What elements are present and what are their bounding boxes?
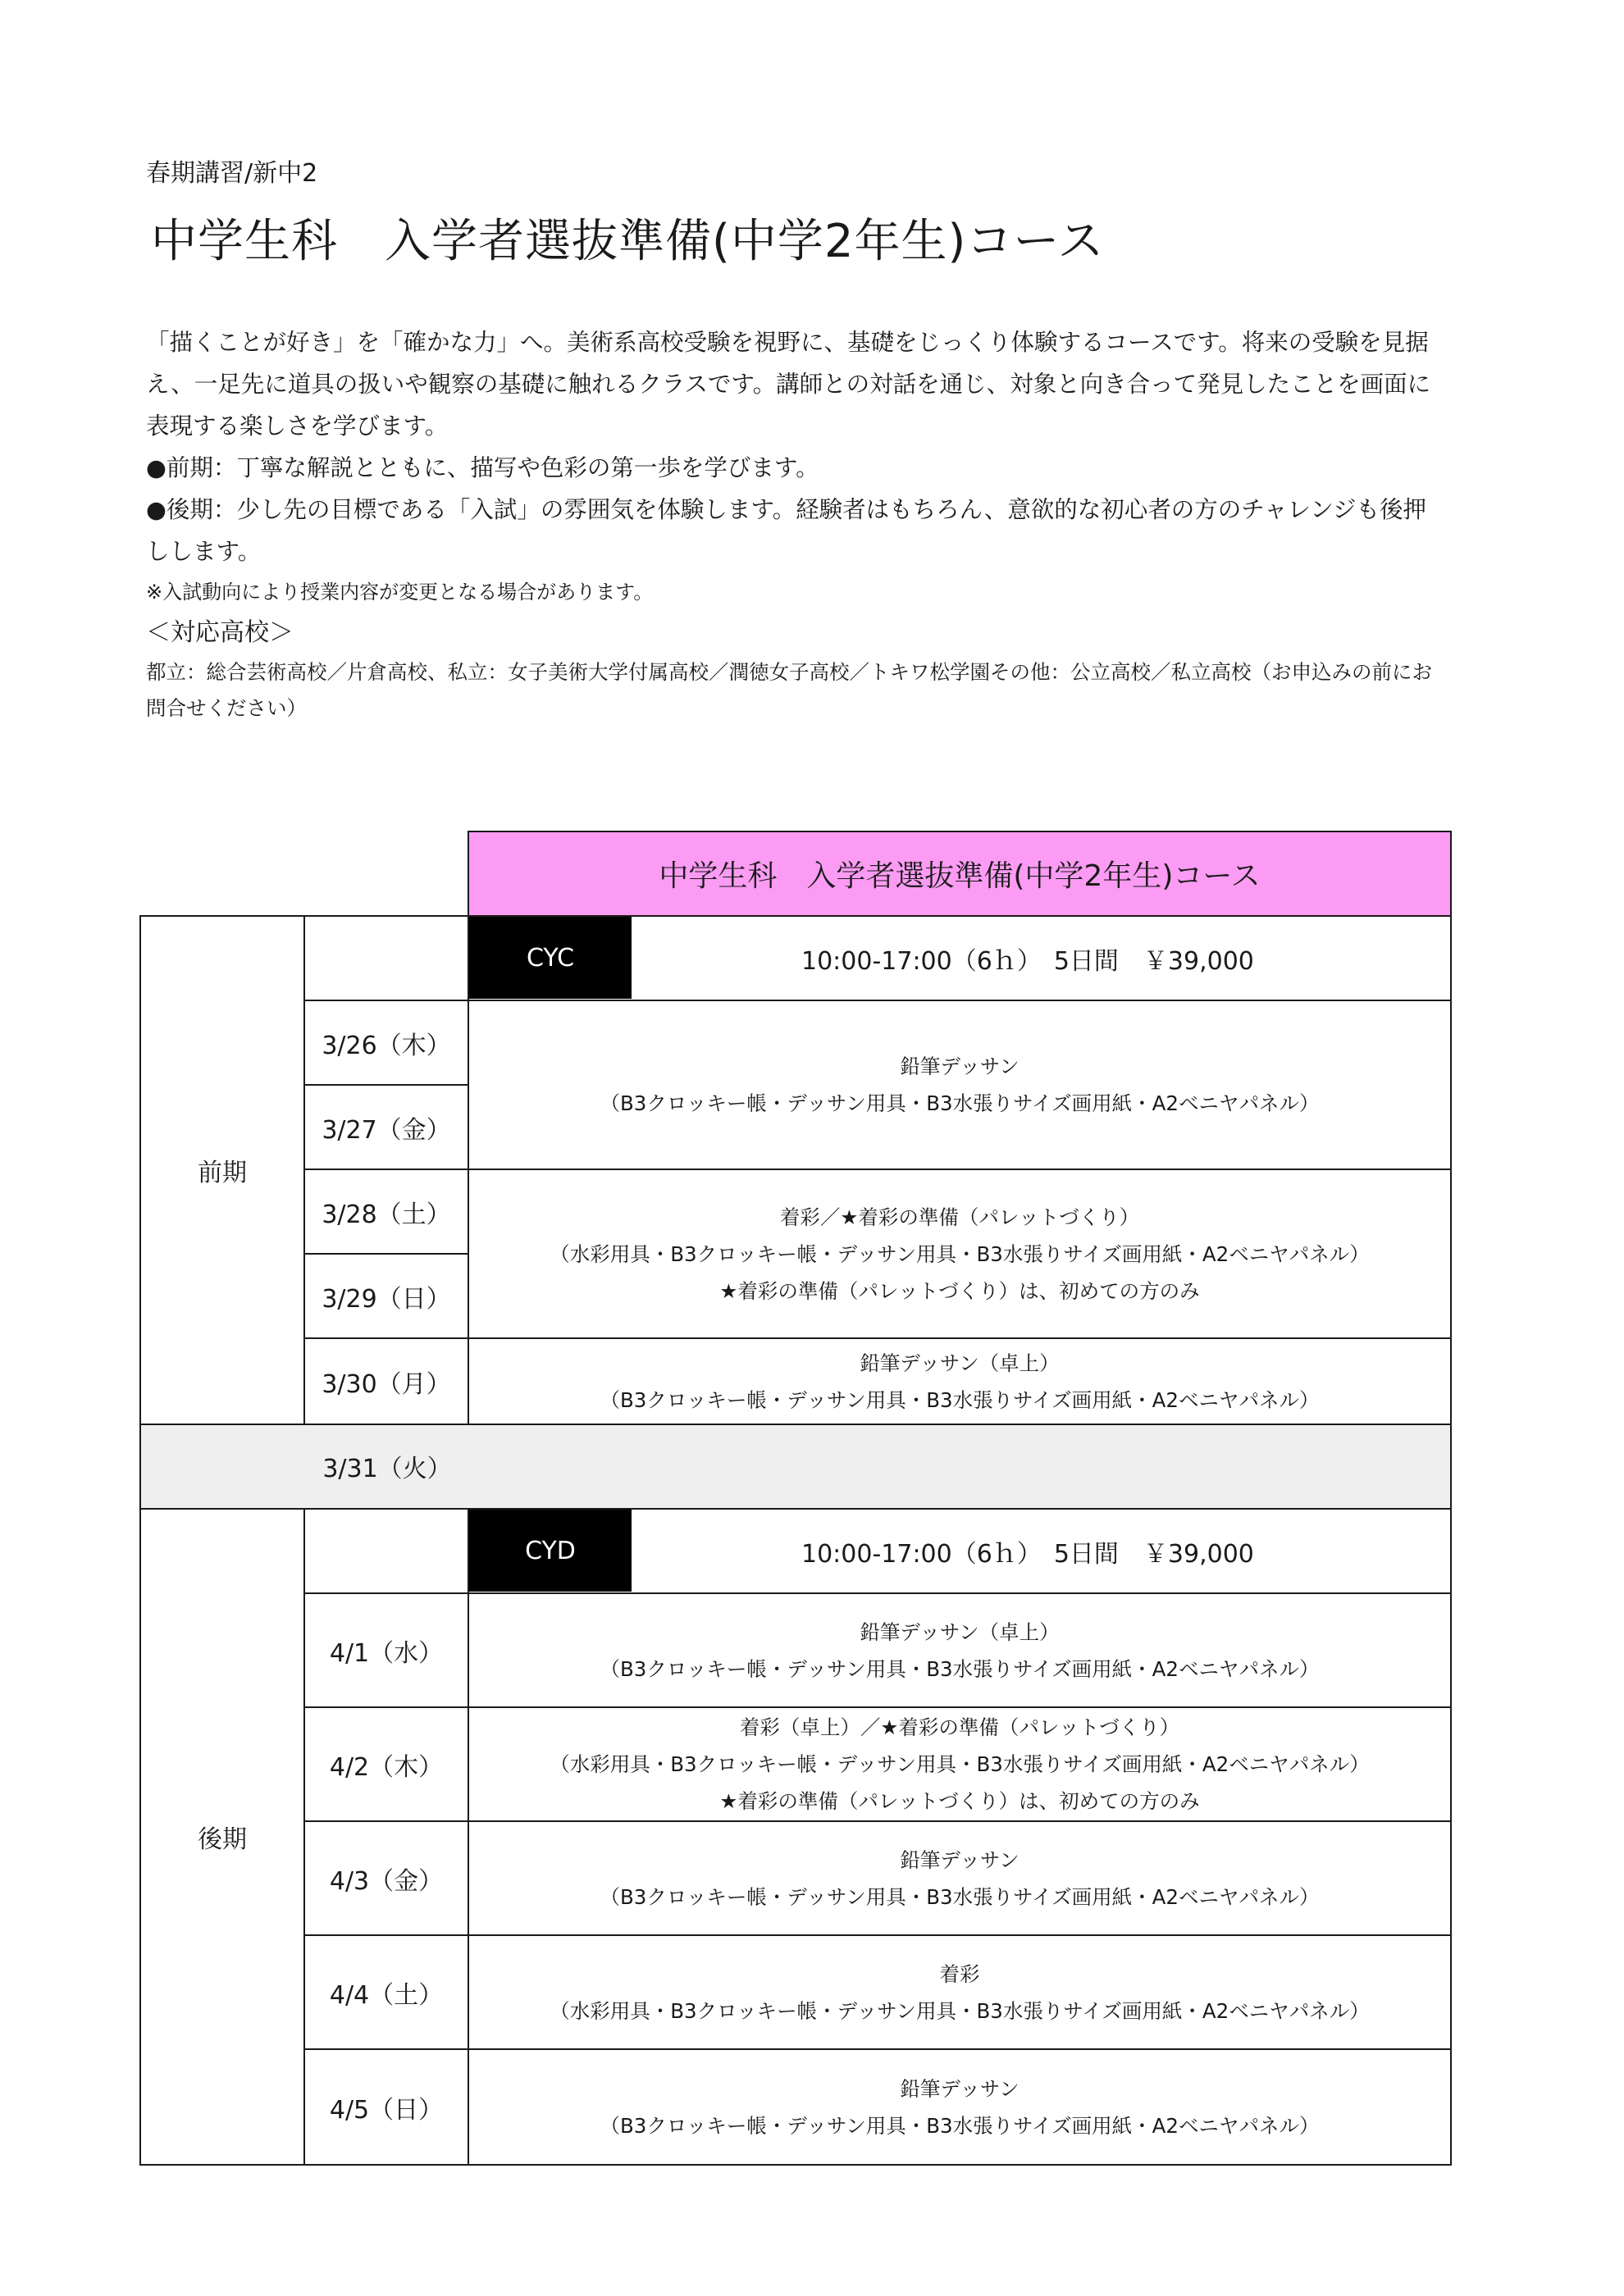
date-cell: 3/29（日）	[303, 1253, 469, 1339]
date-cell: 4/2（木）	[303, 1706, 469, 1822]
schedule-course-title: 中学生科 入学者選抜準備(中学2年生)コース	[468, 831, 1452, 917]
first-term-summary: ●前期：丁寧な解説とともに、描写や色彩の第一歩を学びます。	[146, 454, 819, 481]
lesson-cell	[468, 1934, 1452, 2050]
date-cell: 3/28（土）	[303, 1168, 469, 1255]
break-day-row	[139, 1424, 1452, 1510]
intro-paragraph: 「描くことが好き」を「確かな力」へ。美術系高校受験を視野に、基礎をじっくり体験するコースです。将来の受験を見据え、一足先に道具の扱いや観察の基礎に触れるクラスです。講師との対話を通じ、対象と向き合って発見したことを画面に表現する楽しさを学びます。	[146, 329, 1431, 440]
schools-list: 都立：総合芸術高校／片倉高校、私立：女子美術大学付属高校／潤徳女子高校／トキワ松学園その他：公立高校／私立高校（お申込みの前にお問合せください）	[146, 660, 1432, 720]
date-cell: 4/1（水）	[303, 1592, 469, 1708]
lesson-title: 鉛筆デッサン（卓上）	[860, 1620, 1060, 1644]
second-term-course-code: CYD	[469, 1510, 632, 1592]
lesson-cell	[468, 1706, 1452, 1822]
lesson-cell	[468, 1337, 1452, 1425]
blank-cell	[303, 1508, 469, 1594]
lesson-cell	[468, 1592, 1452, 1708]
blank-cell	[303, 915, 469, 1001]
first-term-label: 前期	[139, 915, 305, 1425]
schools-heading: ＜対応高校＞	[146, 618, 294, 647]
break-day-label: 3/31（火）	[322, 1455, 452, 1483]
lesson-note: ★着彩の準備（パレットづくり）は、初めての方のみ	[719, 1278, 1200, 1303]
lesson-cell	[468, 1820, 1452, 1936]
lesson-title: 鉛筆デッサン	[900, 1055, 1020, 1078]
lesson-title: 鉛筆デッサン（卓上）	[860, 1351, 1060, 1375]
lesson-title: 鉛筆デッサン	[900, 1847, 1020, 1872]
lesson-note: ★着彩の準備（パレットづくり）は、初めての方のみ	[719, 1789, 1200, 1813]
lesson-cell	[468, 1000, 1452, 1170]
lesson-materials: （B3クロッキー帳・デッサン用具・B3水張りサイズ画用紙・A2ベニヤパネル）	[600, 1387, 1320, 1412]
lesson-materials: （B3クロッキー帳・デッサン用具・B3水張りサイズ画用紙・A2ベニヤパネル）	[600, 1091, 1320, 1115]
lesson-title: 着彩／★着彩の準備（パレットづくり）	[779, 1205, 1140, 1229]
date-cell: 4/5（日）	[303, 2048, 469, 2166]
second-term-label: 後期	[139, 1508, 305, 2166]
second-term-session-info: 10:00-17:00（6ｈ） 5日間 ￥39,000	[801, 1540, 1254, 1569]
change-note: ※入試動向により授業内容が変更となる場合があります。	[146, 581, 654, 604]
lesson-title: 着彩（卓上）／★着彩の準備（パレットづくり）	[739, 1715, 1180, 1739]
lesson-title: 鉛筆デッサン	[900, 2076, 1020, 2101]
second-term-session-row	[468, 1508, 1452, 1594]
page-title: 中学生科 入学者選抜準備(中学2年生)コース	[151, 215, 1105, 268]
date-cell: 3/26（木）	[303, 1000, 469, 1086]
first-term-session-info: 10:00-17:00（6ｈ） 5日間 ￥39,000	[801, 947, 1254, 976]
date-cell: 3/30（月）	[303, 1337, 469, 1425]
lesson-materials: （B3クロッキー帳・デッサン用具・B3水張りサイズ画用紙・A2ベニヤパネル）	[600, 2113, 1320, 2138]
course-category: 春期講習/新中2	[146, 159, 318, 188]
lesson-materials: （水彩用具・B3クロッキー帳・デッサン用具・B3水張りサイズ画用紙・A2ベニヤパネル）	[550, 1998, 1370, 2023]
date-cell: 3/27（金）	[303, 1084, 469, 1170]
lesson-cell	[468, 1168, 1452, 1339]
second-term-summary: ●後期：少し先の目標である「入試」の雰囲気を体験します。経験者はもちろん、意欲的な初心者の方のチャレンジも後押しします。	[146, 496, 1427, 565]
lesson-materials: （水彩用具・B3クロッキー帳・デッサン用具・B3水張りサイズ画用紙・A2ベニヤパネル）	[550, 1241, 1370, 1266]
date-cell: 4/3（金）	[303, 1820, 469, 1936]
lesson-cell	[468, 2048, 1452, 2166]
lesson-materials: （B3クロッキー帳・デッサン用具・B3水張りサイズ画用紙・A2ベニヤパネル）	[600, 1656, 1320, 1681]
first-term-course-code: CYC	[469, 917, 632, 999]
date-cell: 4/4（土）	[303, 1934, 469, 2050]
course-description	[146, 321, 1442, 727]
lesson-materials: （水彩用具・B3クロッキー帳・デッサン用具・B3水張りサイズ画用紙・A2ベニヤパネル）	[550, 1752, 1370, 1776]
lesson-title: 着彩	[939, 1961, 980, 1986]
first-term-session-row	[468, 915, 1452, 1001]
lesson-materials: （B3クロッキー帳・デッサン用具・B3水張りサイズ画用紙・A2ベニヤパネル）	[600, 1884, 1320, 1909]
